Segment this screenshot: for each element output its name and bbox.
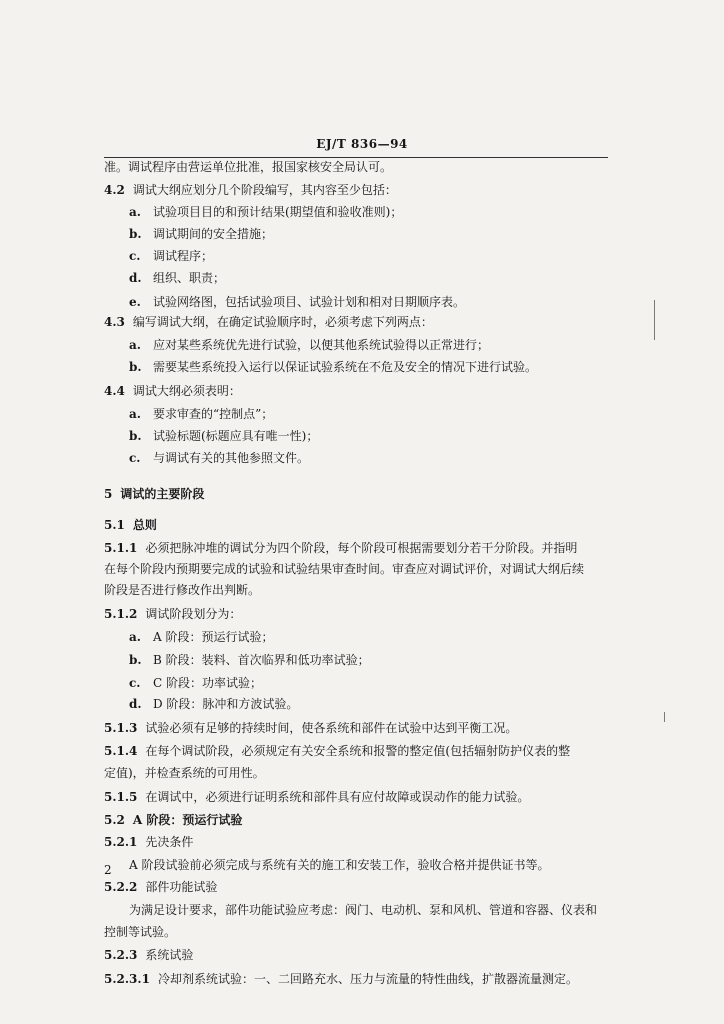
text-line — [104, 947, 608, 963]
line-text: 调试的主要阶段 — [120, 487, 205, 501]
list-label: a. — [129, 630, 141, 644]
text-line — [129, 337, 608, 353]
line-text: 调试程序； — [153, 249, 214, 263]
text-line — [129, 270, 608, 286]
line-text: 应对某些系统优先进行试验，以便其他系统试验得以正常进行； — [153, 338, 490, 352]
list-label: b. — [129, 429, 142, 443]
text-line — [104, 486, 608, 502]
line-text: 阶段是否进行修改作出判断。 — [104, 583, 261, 597]
text-line — [129, 902, 608, 918]
line-text: 试验网络图，包括试验项目、试验计划和相对日期顺序表。 — [153, 295, 466, 309]
text-line — [104, 720, 608, 736]
line-text: 为满足设计要求，部件功能试验应考虑：阀门、电动机、泵和风机、管道和容器、仪表和 — [129, 903, 598, 917]
clause-number: 5.2.3 — [104, 948, 138, 962]
list-label: e. — [129, 295, 141, 309]
line-text: 控制等试验。 — [104, 925, 177, 939]
scan-mark — [664, 712, 665, 722]
line-text: 需要某些系统投入运行以保证试验系统在不危及安全的情况下进行试验。 — [153, 360, 538, 374]
line-text: 试验标题(标题应具有唯一性)； — [153, 429, 319, 443]
text-line — [129, 428, 608, 444]
list-label: a. — [129, 338, 141, 352]
text-line — [104, 812, 608, 828]
text-line — [104, 540, 608, 556]
line-text: 调试阶段划分为： — [145, 607, 242, 621]
text-line — [129, 629, 608, 645]
text-line — [104, 314, 608, 330]
text-line — [104, 182, 608, 198]
line-text: A 阶段：预运行试验； — [153, 630, 274, 644]
line-text: 编写调试大纲，在确定试验顺序时，必须考虑下列两点： — [132, 315, 433, 329]
line-text: 必须把脉冲堆的调试分为四个阶段，每个阶段可根据需要划分若干分阶段。并指明 — [145, 541, 578, 555]
list-label: b. — [129, 653, 142, 667]
line-text: 准。调试程序由营运单位批准，报国家核安全局认可。 — [104, 160, 393, 174]
line-text: C 阶段：功率试验； — [153, 676, 262, 690]
text-line — [104, 743, 608, 759]
clause-number: 5.2.2 — [104, 880, 138, 894]
text-line — [129, 406, 608, 422]
line-text: 定值)，并检查系统的可用性。 — [104, 766, 265, 780]
clause-number: 5.1.1 — [104, 541, 138, 555]
text-line — [104, 765, 608, 781]
text-line — [104, 879, 608, 895]
clause-number: 5.2.1 — [104, 835, 138, 849]
text-line — [104, 582, 608, 598]
standard-code-header: EJ/T 836—94 — [316, 137, 408, 151]
line-text: 组织、职责； — [153, 271, 226, 285]
header-rule — [104, 157, 608, 158]
line-text: 要求审查的“控制点”； — [153, 407, 274, 421]
page-number: 2 — [104, 863, 112, 877]
text-line — [129, 450, 608, 466]
text-line — [129, 294, 608, 310]
clause-number: 5.1.4 — [104, 744, 138, 758]
clause-number: 4.2 — [104, 183, 125, 197]
line-text: 部件功能试验 — [145, 880, 218, 894]
line-text: 调试期间的安全措施； — [153, 227, 274, 241]
clause-number: 5.1.3 — [104, 721, 138, 735]
text-line — [104, 383, 608, 399]
text-line — [129, 857, 608, 873]
line-text: 先决条件 — [145, 835, 194, 849]
text-line — [129, 204, 608, 220]
text-line — [104, 561, 608, 577]
text-line — [104, 834, 608, 850]
text-line — [129, 359, 608, 375]
line-text: 在每个调试阶段，必须规定有关安全系统和报警的整定值(包括辐射防护仪表的整 — [145, 744, 571, 758]
line-text: B 阶段：装料、首次临界和低功率试验； — [153, 653, 370, 667]
clause-number: 5.2 — [104, 813, 125, 827]
clause-number: 5.1.5 — [104, 790, 138, 804]
list-label: a. — [129, 407, 141, 421]
list-label: c. — [129, 249, 141, 263]
clause-number: 5.1.2 — [104, 607, 138, 621]
line-text: 试验项目目的和预计结果(期望值和验收准则)； — [153, 205, 403, 219]
clause-number: 5 — [104, 487, 113, 501]
text-line — [104, 924, 608, 940]
clause-number: 4.4 — [104, 384, 125, 398]
line-text: 试验必须有足够的持续时间，使各系统和部件在试验中达到平衡工况。 — [145, 721, 518, 735]
text-line — [129, 675, 608, 691]
line-text: A 阶段：预运行试验 — [132, 813, 243, 827]
line-text: 调试大纲应划分几个阶段编写，其内容至少包括： — [132, 183, 397, 197]
text-line — [104, 971, 608, 987]
text-line — [104, 606, 608, 622]
text-line — [129, 696, 608, 712]
text-line — [129, 248, 608, 264]
text-line — [129, 226, 608, 242]
scan-mark — [654, 300, 655, 340]
list-label: c. — [129, 451, 141, 465]
clause-number: 4.3 — [104, 315, 125, 329]
list-label: d. — [129, 697, 142, 711]
line-text: D 阶段：脉冲和方波试验。 — [153, 697, 299, 711]
list-label: c. — [129, 676, 141, 690]
line-text: 在调试中，必须进行证明系统和部件具有应付故障或误动作的能力试验。 — [145, 790, 530, 804]
clause-number: 5.1 — [104, 518, 125, 532]
clause-number: 5.2.3.1 — [104, 972, 150, 986]
line-text: A 阶段试验前必须完成与系统有关的施工和安装工作，验收合格并提供证书等。 — [129, 858, 550, 872]
text-line — [104, 789, 608, 805]
list-label: d. — [129, 271, 142, 285]
list-label: b. — [129, 227, 142, 241]
text-line — [104, 159, 608, 175]
line-text: 与调试有关的其他参照文件。 — [153, 451, 310, 465]
line-text: 总则 — [132, 518, 157, 532]
line-text: 冷却剂系统试验：一、二回路充水、压力与流量的特性曲线，扩散器流量测定。 — [157, 972, 578, 986]
list-label: a. — [129, 205, 141, 219]
text-line — [104, 517, 608, 533]
list-label: b. — [129, 360, 142, 374]
line-text: 在每个阶段内预期要完成的试验和试验结果审查时间。审查应对调试评价，对调试大纲后续 — [104, 562, 585, 576]
line-text: 调试大纲必须表明： — [132, 384, 241, 398]
line-text: 系统试验 — [145, 948, 194, 962]
text-line — [129, 652, 608, 668]
